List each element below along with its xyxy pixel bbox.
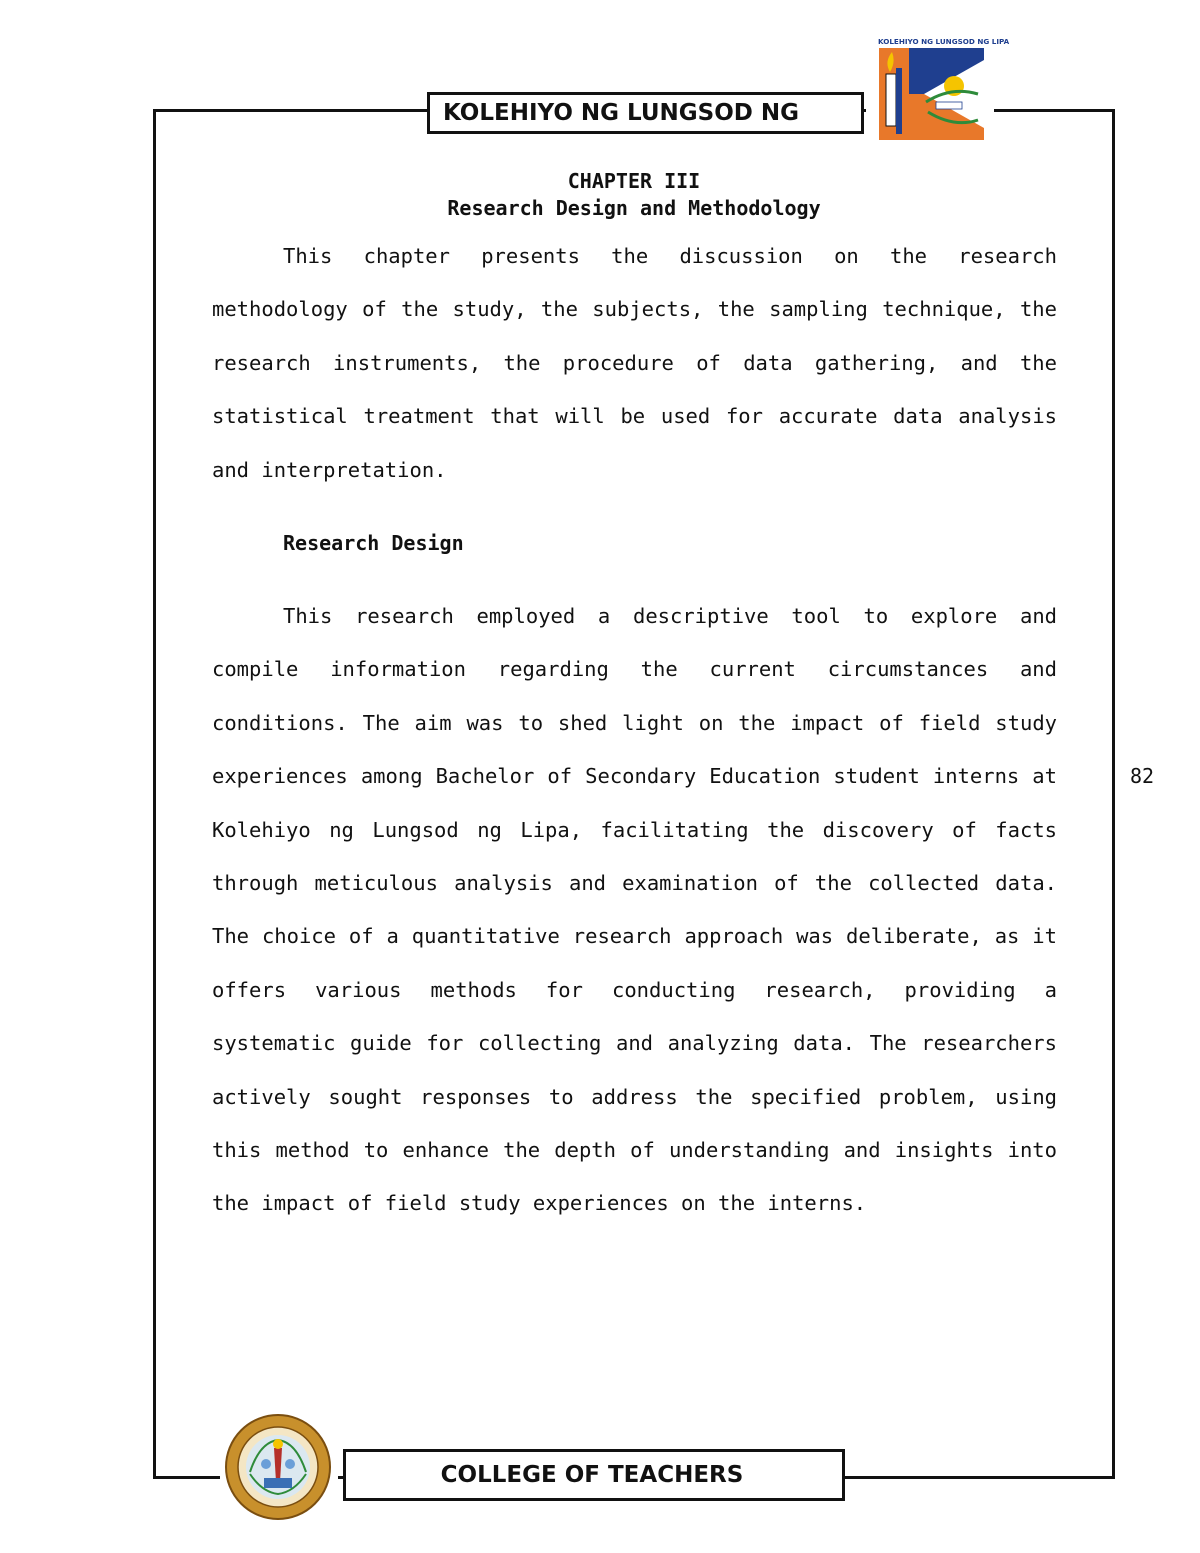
college-seal — [220, 1412, 338, 1522]
research-design-paragraph: This research employed a descriptive tool to explore and compile information regarding the current circumstances and conditions. The aim was to shed light on the impact of field study experiences among Bachelor of Secondary Education student interns at Kolehiyo ng Lungsod ng Lipa, facilitating the discovery of facts through meticulous analysis and examination of the collected data. The choice of a quantitative research approach was deliberate, as it offers various methods for conducting research, providing a systematic guide for collecting and analyzing data. The researchers actively sought responses to address the specified problem, using this method to enhance the depth of understanding and insights into the impact of field study experiences on the interns. — [212, 604, 1057, 1216]
header-institution-box — [427, 92, 864, 134]
svg-text:KOLEHIYO NG LUNGSOD NG LIPA: KOLEHIYO NG LUNGSOD NG LIPA — [878, 37, 1010, 46]
section-heading-research-design: Research Design — [283, 531, 464, 555]
chapter-title: Research Design and Methodology — [447, 196, 821, 220]
intro-paragraph: This chapter presents the discussion on the research methodology of the study, the subjects, the sampling technique, the research instruments, the procedure of data gathering, and the statistical treatment that will be used for accurate data analysis and interpretation. — [212, 244, 1057, 482]
footer-college-box — [343, 1449, 845, 1501]
header-institution-name: KOLEHIYO NG LUNGSOD NG — [443, 100, 800, 126]
footer-college-name: COLLEGE OF TEACHERS — [440, 1462, 744, 1488]
page-number: 82 — [1130, 764, 1155, 788]
chapter-number: CHAPTER III — [567, 169, 701, 193]
school-logo — [866, 36, 1010, 144]
